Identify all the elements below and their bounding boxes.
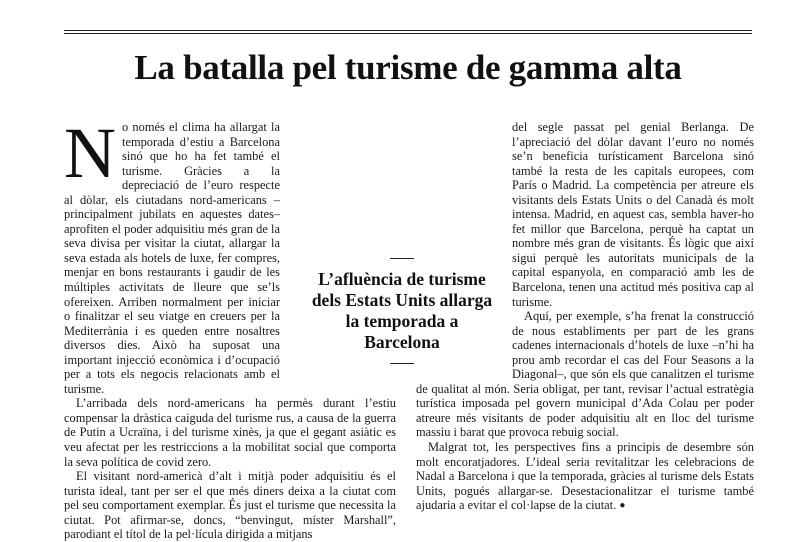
pullquote (300, 258, 504, 364)
top-rule-thin (64, 33, 752, 34)
pullquote-rule-top (390, 258, 414, 259)
paragraph-4: del segle passat pel genial Berlanga. De l’apreciació del dòlar davant l’euro no només se’n beneficia turísticament Barcelona sinó també la resta de les capitals europees, com París o Madrid. La competència per atreure els visitants dels Estats Units o del Canadà és molt intensa. Madrid, en aquest cas, sembla haver-ho fet millor que Barcelona, perquè ha captat un nombre més gran de visitants. És lògic que així sigui perquè les autoritats municipals de la capital espanyola, en comparació amb les de Barcelona, tenen una actitud més positiva cap al turisme. (512, 120, 754, 309)
paragraph-6 (416, 440, 754, 514)
paragraph-6-text: Malgrat tot, les perspectives fins a principis de desembre són molt encoratjadores. L’ideal seria revitalitzar les celebracions de Nadal a Barcelona i que la temporada, gràcies al turisme dels Estats Units, pogués allargar-se. Desestacionalitzar el turisme també ajudaria a evitar el col·lapse de la ciutat. (416, 440, 754, 513)
paragraph-5: Aquí, per exemple, s’ha frenat la construcció de nous establiments per part de les grans cadenes internacionals d’hotels de luxe –n’hi ha prou amb recordar el cas del Four Seasons a la Diagonal–, que són els que canalitzen el turisme de qualitat al món. Seria obligat, per tant, revisar l’actual estratègia turística imposada pel govern municipal d’Ada Colau per poder atreure més visitants de poder adquisitiu alt en lloc del turisme massiu i barat que provoca rebuig social. (416, 309, 754, 440)
pullquote-text: L’afluència de turisme dels Estats Units allarga la temporada a Barcelona (311, 269, 493, 352)
paragraph-1-text: o només el clima ha allargat la temporada d’estiu a Barcelona sinó que ho ha fet també el turisme. Gràcies a la depreciació de l’euro respecte al dòlar, els ciutadans nord-americans –principalment jubilats en aquestes dates– aprofiten el poder adquisitiu més gran de la seva divisa per visitar la ciutat, allargar la seva estada als hotels de luxe, fer compres, menjar en bons restaurants i gaudir de les múltiples activitats de lleure que se’ls ofereixen. Arriben normalment per iniciar o finalitzar el seu viatge en creuers per la Mediterrània i es queden entre nosaltres diversos dies. Això ha suposat una important injecció econòmica i d’ocupació per a tots els negocis relacionats amb el turisme. (64, 120, 280, 396)
top-rule (64, 30, 752, 31)
paragraph-3: El visitant nord-americà d’alt i mitjà poder adquisitiu és el turista ideal, tant per ser el que més diners deixa a la ciutat com pel seu comportament exemplar. És just el turisme que necessita la ciutat. Pot afirmar-se, doncs, “benvingut, míster Marshall”, parodiant el títol de la pel·lícula dirigida a mitjans (64, 469, 396, 542)
pullquote-rule-bottom (390, 363, 414, 364)
end-of-article-mark: ● (619, 500, 626, 512)
article-headline: La batalla pel turisme de gamma alta (134, 48, 682, 87)
paragraph-2: L’arribada dels nord-americans ha permès durant l’estiu compensar la dràstica caiguda del turisme rus, a causa de la guerra de Putin a Ucraïna, i del turisme xinès, ja que el gegant asiàtic es veu afectat per les restriccions a la mobilitat social que comporta la seva política de covid zero. (64, 396, 396, 469)
drop-cap: N (64, 113, 116, 193)
